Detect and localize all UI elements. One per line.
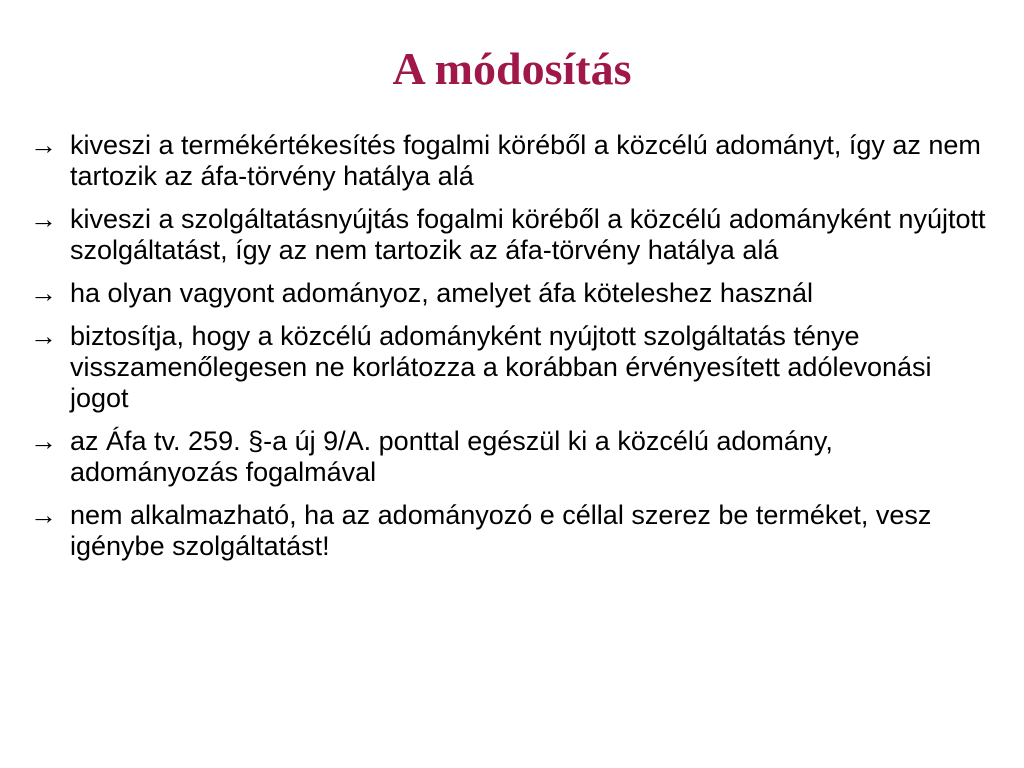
arrow-right-icon: → xyxy=(30,500,57,530)
arrow-right-icon: → xyxy=(30,204,57,234)
bullet-item xyxy=(30,426,990,488)
arrow-right-icon: → xyxy=(30,278,57,308)
bullet-item xyxy=(30,130,990,192)
bullet-text: ha olyan vagyont adományoz, amelyet áfa köteleshez használ xyxy=(70,278,813,308)
arrow-right-icon: → xyxy=(30,130,57,160)
bullet-text: nem alkalmazható, ha az adományozó e céllal szerez be terméket, vesz igénybe szolgáltatást! xyxy=(70,500,932,561)
bullet-text: az Áfa tv. 259. §-a új 9/A. ponttal egészül ki a közcélú adomány, adományozás fogalmával xyxy=(70,426,833,487)
bullet-text: kiveszi a termékértékesítés fogalmi köréből a közcélú adományt, így az nem tartozik az áfa-törvény hatálya alá xyxy=(70,130,981,191)
arrow-right-icon: → xyxy=(30,321,57,351)
bullet-item xyxy=(30,321,990,414)
bullet-text: kiveszi a szolgáltatásnyújtás fogalmi köréből a közcélú adományként nyújtott szolgáltatást, így az nem tartozik az áfa-törvény hatálya alá xyxy=(70,204,986,265)
bullet-item xyxy=(30,204,990,266)
arrow-right-icon: → xyxy=(30,426,57,456)
bullet-list xyxy=(30,130,990,574)
slide-title: A módosítás xyxy=(392,43,632,94)
bullet-text: biztosítja, hogy a közcélú adományként nyújtott szolgáltatás ténye visszamenőlegesen ne korlátozza a korábban érvényesített adólevonási jogot xyxy=(70,321,932,413)
bullet-item xyxy=(30,278,990,309)
bullet-item xyxy=(30,500,990,562)
